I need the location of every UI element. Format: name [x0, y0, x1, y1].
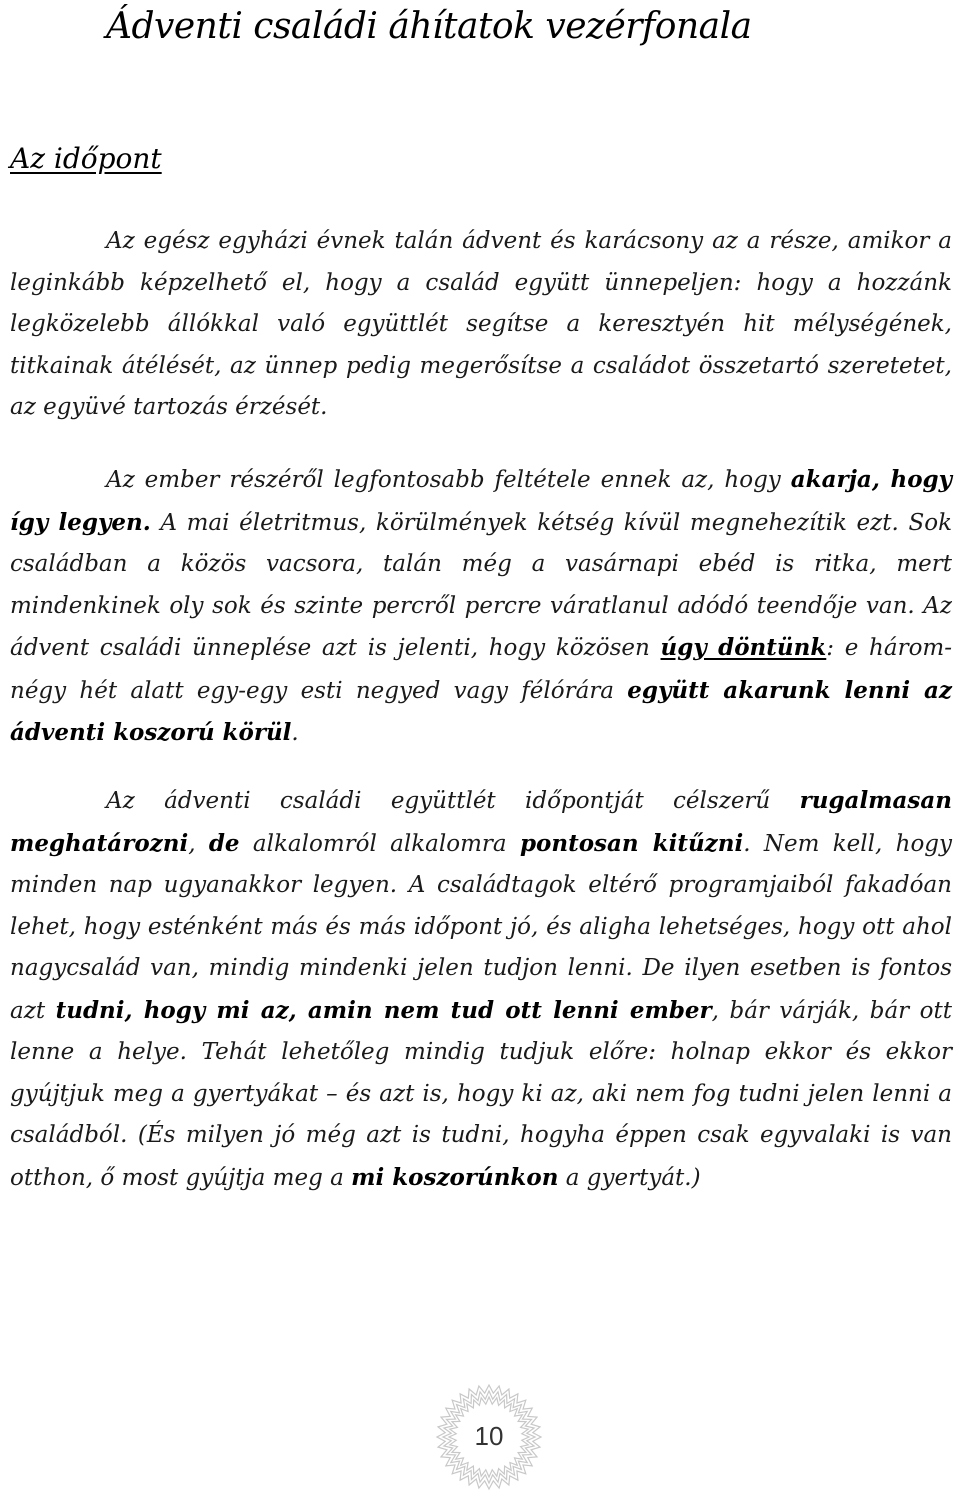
- paragraph-2-text-4: .: [291, 720, 299, 746]
- paragraph-3-text-6: a gyertyát.): [558, 1164, 701, 1191]
- document-title: Ádventi családi áhítatok vezérfonala: [106, 6, 752, 47]
- paragraph-2-bold-3: együtt akarunk lenni az ádventi koszorú körül: [10, 676, 952, 746]
- paragraph-3-bold-4: tudni, hogy mi az, amin nem tud ott lenni ember: [55, 996, 712, 1024]
- paragraph-2-bold-1: akarja, hogy így legyen.: [10, 466, 952, 536]
- paragraph-3: [10, 780, 952, 1199]
- paragraph-3-bold-1: rugalmasan meghatározni: [10, 787, 952, 857]
- paragraph-3-text-3: alkalomról alkalomra: [239, 830, 520, 857]
- paragraph-1: [10, 221, 952, 429]
- paragraph-2-text-2: A mai életritmus, körülmények kétség kívül megnehezítik ezt. Sok családban a közös vacsora, talán még a vasárnapi ebéd is ritka, mert mindenkinek oly sok és szinte percről percre váratlanul adódó teendője van. Az ádvent családi ünneplése azt is jelenti, hogy közösen: [10, 509, 952, 661]
- paragraph-3-text-1: Az ádventi családi együttlét időpontját célszerű: [106, 788, 800, 814]
- paragraph-2: [10, 459, 952, 755]
- paragraph-3-bold-5: mi koszorúnkon: [351, 1163, 559, 1191]
- paragraph-3-text-4: . Nem kell, hogy minden nap ugyanakkor legyen. A családtagok eltérő programjaiból fakadóan lehet, hogy esténként más és más időpont jó, és aligha lehetséges, hogy ott ahol nagycsalád van, mindig mindenki jelen tudjon lenni. De ilyen esetben is fontos azt: [10, 830, 953, 1024]
- page-number: 10: [474, 1421, 504, 1451]
- section-heading: Az időpont: [10, 142, 162, 175]
- paragraph-2-bold-2: úgy döntünk: [660, 634, 827, 661]
- paragraph-2-text-1: Az ember részéről legfontosabb feltétele ennek az, hogy: [106, 467, 791, 493]
- page-number-badge: [425, 1381, 553, 1509]
- paragraph-1-text: Az egész egyházi évnek talán ádvent és karácsony az a része, amikor a leginkább képzelhető el, hogy a család együtt ünnepeljen: hogy a hozzánk legközelebb állókkal való együttlét segítse a keresztyén hit mélységének, titkainak átélését, az ünnep pedig megerősítse a családot összetartó szeretetet, az együvé tartozás érzését.: [10, 228, 952, 420]
- paragraph-3-bold-2: de: [208, 829, 240, 857]
- paragraph-3-text-5: , bár várják, bár ott lenne a helye. Tehát lehetőleg mindig tudjuk előre: holnap ekkor és ekkor gyújtjuk meg a gyertyákat – és azt is, hogy ki az, aki nem fog tudni jelen lenni a családból. (És milyen jó még azt is tudni, hogyha éppen csak egyvalaki is van otthon, ő most gyújtja meg a: [10, 997, 953, 1191]
- paragraph-2-text-3: : e három-négy hét alatt egy-egy esti negyed vagy félórára: [10, 635, 953, 704]
- paragraph-3-text-2: ,: [188, 830, 209, 857]
- paragraph-3-bold-3: pontosan kitűzni: [519, 829, 744, 857]
